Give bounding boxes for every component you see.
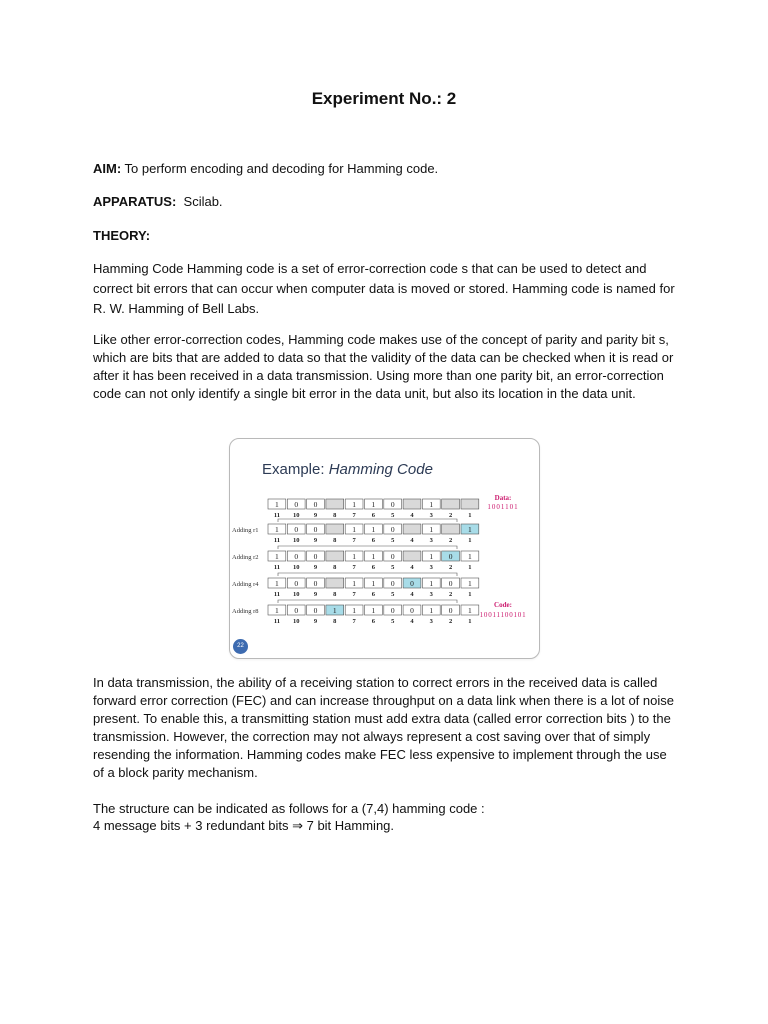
bit-value: 0 xyxy=(390,606,395,615)
bit-cell xyxy=(403,524,421,534)
bit-value: 1 xyxy=(352,500,356,509)
bit-value: 0 xyxy=(390,525,395,534)
bit-position: 11 xyxy=(273,537,280,544)
bit-position: 10 xyxy=(292,564,300,571)
bit-position: 5 xyxy=(391,512,395,519)
bit-position: 9 xyxy=(313,591,318,598)
bit-position: 6 xyxy=(371,591,376,598)
bit-value: 0 xyxy=(313,579,318,588)
apparatus-text: Scilab. xyxy=(176,194,223,209)
bit-position: 4 xyxy=(410,591,414,598)
bit-position: 11 xyxy=(273,591,280,598)
bit-value: 0 xyxy=(313,525,318,534)
bit-value: 1 xyxy=(332,606,337,615)
bit-value: 1 xyxy=(275,579,279,588)
bit-position: 7 xyxy=(352,591,356,598)
bit-position: 1 xyxy=(468,537,472,544)
figure-title-italic: Hamming Code xyxy=(328,461,433,478)
bit-position: 4 xyxy=(410,537,414,544)
bit-position: 9 xyxy=(313,512,318,519)
bit-value: 1 xyxy=(371,525,376,534)
bit-position: 2 xyxy=(448,564,453,571)
bit-position: 3 xyxy=(429,537,433,544)
bit-cell xyxy=(403,551,421,561)
bit-cell xyxy=(326,551,344,561)
bit-position: 6 xyxy=(371,537,376,544)
bit-position: 8 xyxy=(333,512,337,519)
code-value: 10011100101 xyxy=(479,611,527,619)
bit-position: 2 xyxy=(448,537,453,544)
bit-position: 8 xyxy=(333,537,337,544)
bit-position: 11 xyxy=(273,564,280,571)
bit-position: 9 xyxy=(313,618,318,625)
bit-position: 9 xyxy=(313,564,318,571)
bit-value: 0 xyxy=(390,579,395,588)
bit-position: 7 xyxy=(352,564,356,571)
bit-value: 1 xyxy=(371,579,376,588)
bit-position: 1 xyxy=(468,512,472,519)
bit-position: 1 xyxy=(468,591,472,598)
bit-value: 1 xyxy=(352,579,356,588)
coverage-bracket xyxy=(278,546,457,549)
bit-value: 1 xyxy=(275,525,279,534)
theory-heading: THEORY: xyxy=(93,228,151,243)
bit-value: 0 xyxy=(448,606,453,615)
bit-value: 0 xyxy=(294,579,299,588)
figure-title-plain: Example: xyxy=(262,461,329,478)
bit-cell xyxy=(326,524,344,534)
row-label: Adding r1 xyxy=(232,527,259,534)
coverage-bracket xyxy=(278,600,457,603)
bit-position: 2 xyxy=(448,591,453,598)
bit-position: 3 xyxy=(429,618,433,625)
bit-position: 10 xyxy=(292,618,300,625)
bit-value: 1 xyxy=(429,500,434,509)
bit-value: 1 xyxy=(429,552,434,561)
bit-value: 1 xyxy=(429,606,434,615)
bit-position: 2 xyxy=(448,618,453,625)
theory-paragraph-2: Like other error-correction codes, Hamming code makes use of the concept of parity and parity bit s, which are bits that are added to data so that the validity of the data can be checked when it is read or after it has been received in a data transmission. Using more than one parity bit, an error-correction code can not only identify a single bit error in the data unit, but also its location in the data unit. xyxy=(93,332,674,401)
apparatus-label: APPARATUS: xyxy=(93,194,177,209)
bit-position: 5 xyxy=(391,618,395,625)
apparatus-line xyxy=(93,193,678,211)
bit-position: 6 xyxy=(371,512,376,519)
theory-paragraph-1: Hamming Code Hamming code is a set of error-correction code s that can be used to detect and correct bit errors that can occur when computer data is moved or stored. Hamming code is named for R. W. Hamming of Bell Labs. xyxy=(93,261,675,316)
bit-position: 5 xyxy=(391,537,395,544)
bit-value: 1 xyxy=(275,552,279,561)
bit-value: 1 xyxy=(275,606,279,615)
bit-value: 0 xyxy=(294,552,299,561)
code-label: Code: xyxy=(494,601,512,609)
bit-value: 0 xyxy=(313,552,318,561)
bit-value: 1 xyxy=(275,500,279,509)
bit-position: 3 xyxy=(429,591,433,598)
bit-position: 4 xyxy=(410,564,414,571)
hamming-diagram xyxy=(230,439,539,658)
bit-value: 0 xyxy=(294,606,299,615)
bit-value: 0 xyxy=(313,500,318,509)
bit-position: 8 xyxy=(333,564,337,571)
bit-value: 1 xyxy=(468,552,472,561)
bit-cell xyxy=(403,499,421,509)
bit-cell xyxy=(442,499,460,509)
bit-value: 1 xyxy=(352,606,356,615)
bit-value: 1 xyxy=(352,525,356,534)
bit-cell xyxy=(326,578,344,588)
bit-value: 1 xyxy=(352,552,356,561)
bit-value: 1 xyxy=(371,500,376,509)
row-label: Adding r4 xyxy=(232,581,259,588)
bit-value: 1 xyxy=(468,606,472,615)
bit-value: 1 xyxy=(468,579,472,588)
bit-position: 2 xyxy=(448,512,453,519)
bit-position: 3 xyxy=(429,564,433,571)
bit-position: 8 xyxy=(333,618,337,625)
bit-value: 0 xyxy=(390,500,395,509)
row-label: Adding r2 xyxy=(232,554,259,561)
structure-line-1: The structure can be indicated as follows for a (7,4) hamming code : xyxy=(93,801,485,816)
bit-position: 6 xyxy=(371,564,376,571)
bit-position: 4 xyxy=(410,512,414,519)
aim-text: To perform encoding and decoding for Hamming code. xyxy=(121,161,439,176)
bit-value: 1 xyxy=(371,552,376,561)
page-title: Experiment No.: 2 xyxy=(311,89,457,108)
bit-position: 10 xyxy=(292,537,300,544)
bit-value: 0 xyxy=(313,606,318,615)
bit-position: 9 xyxy=(313,537,318,544)
bit-position: 7 xyxy=(352,512,356,519)
bit-cell xyxy=(442,524,460,534)
data-value: 1001101 xyxy=(487,503,519,511)
bit-position: 10 xyxy=(292,591,300,598)
slide-number: 22 xyxy=(233,639,248,654)
bit-position: 11 xyxy=(273,618,280,625)
bit-position: 10 xyxy=(292,512,300,519)
bit-value: 0 xyxy=(390,552,395,561)
bit-position: 5 xyxy=(391,564,395,571)
hamming-example-figure xyxy=(229,438,540,659)
bit-cell xyxy=(326,499,344,509)
structure-line-2: 4 message bits + 3 redundant bits ⇒ 7 bit Hamming. xyxy=(93,818,395,833)
aim-label: AIM: xyxy=(93,161,122,176)
bit-position: 8 xyxy=(333,591,337,598)
bit-position: 5 xyxy=(391,591,395,598)
bit-cell xyxy=(461,499,479,509)
bit-position: 7 xyxy=(352,618,356,625)
bit-position: 6 xyxy=(371,618,376,625)
bit-value: 0 xyxy=(294,525,299,534)
row-label: Adding r8 xyxy=(232,608,259,615)
fec-paragraph: In data transmission, the ability of a receiving station to correct errors in the received data is called forward error correction (FEC) and can increase throughput on a data link when there is a lot of noise present. To enable this, a transmitting station must add extra data (called error correction bits ) to the transmission. However, the correction may not always represent a cost saving over that of simply resending the information. Hamming codes make FEC less expensive to implement through the use of a block parity mechanism. xyxy=(93,675,674,780)
bit-position: 3 xyxy=(429,512,433,519)
bit-position: 1 xyxy=(468,564,472,571)
coverage-bracket xyxy=(278,519,457,522)
bit-value: 1 xyxy=(429,525,434,534)
bit-value: 1 xyxy=(429,579,434,588)
bit-value: 0 xyxy=(294,500,299,509)
coverage-bracket xyxy=(278,573,457,576)
data-label: Data: xyxy=(494,494,512,502)
bit-value: 0 xyxy=(410,606,414,615)
bit-value: 0 xyxy=(410,579,414,588)
bit-value: 0 xyxy=(448,579,453,588)
bit-position: 1 xyxy=(468,618,472,625)
bit-position: 4 xyxy=(410,618,414,625)
bit-value: 1 xyxy=(468,525,472,534)
aim-line xyxy=(93,160,678,178)
bit-position: 11 xyxy=(273,512,280,519)
bit-value: 1 xyxy=(371,606,376,615)
bit-value: 0 xyxy=(448,552,453,561)
bit-position: 7 xyxy=(352,537,356,544)
